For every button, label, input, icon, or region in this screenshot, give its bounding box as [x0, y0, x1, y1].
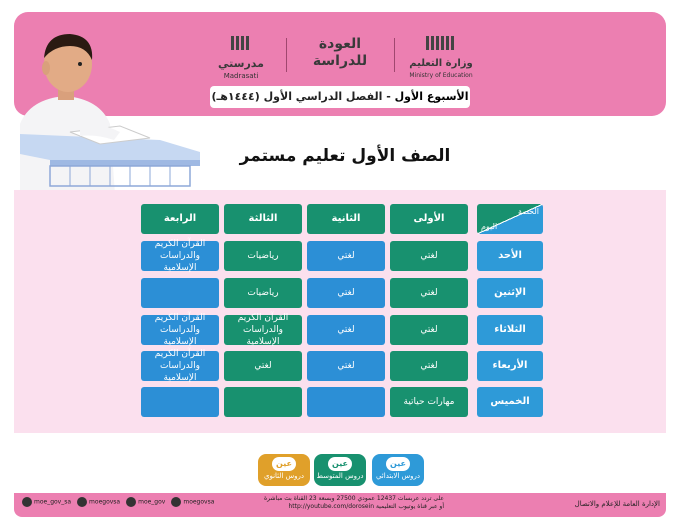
broadcast-info: على تردد عربسات 12437 عمودي 27500 وبسعة 23 القناة بث مباشرة أو عبر قناة يوتيوب التعليمية http://youtube.com/dorosein [264, 495, 444, 510]
social-link[interactable] [77, 497, 120, 507]
ein-logo: عين [328, 457, 352, 471]
badge-label: دروس المتوسط [316, 472, 364, 480]
schedule-cell: لغتي [390, 241, 468, 271]
social-handle: moe_gov_sa [34, 498, 72, 506]
schedule-cell: مهارات حياتية [390, 387, 468, 417]
badge-label: دروس الثانوي [263, 472, 304, 480]
badge-label: دروس الابتدائي [375, 472, 421, 480]
schedule-cell [141, 387, 219, 417]
schedule-cell: لغتي [307, 278, 385, 308]
ein-logo: عين [272, 457, 296, 471]
week-subtitle: الأسبوع الأول - الفصل الدراسي الأول (١٤٤٤هـ) [210, 86, 470, 108]
divider [394, 38, 395, 72]
schedule-cell: لغتي [390, 351, 468, 381]
lesson-badge[interactable] [372, 454, 424, 486]
department-name: الإدارة العامة للإعلام والاتصال [574, 500, 660, 508]
ein-logo: عين [386, 457, 410, 471]
schedule-cell: رياضيات [224, 241, 302, 271]
period-header: الثانية [307, 204, 385, 234]
schedule-cell: القرآن الكريم والدراسات الإسلامية [141, 241, 219, 271]
day-header: الإثنين [477, 278, 543, 308]
schedule-cell: القرآن الكريم والدراسات الإسلامية [224, 315, 302, 345]
schedule-cell: لغتي [224, 351, 302, 381]
day-header: الخميس [477, 387, 543, 417]
day-header: الأحد [477, 241, 543, 271]
ministry-logo: وزارة التعليم Ministry of Education [406, 36, 476, 76]
schedule-cell: رياضيات [224, 278, 302, 308]
schedule-cell: القرآن الكريم والدراسات الإسلامية [141, 315, 219, 345]
lesson-badge[interactable] [258, 454, 310, 486]
twitter-icon [22, 497, 32, 507]
madrasati-emblem-icon [231, 36, 251, 50]
social-handle: moegovsa [183, 498, 215, 506]
lesson-badge[interactable] [314, 454, 366, 486]
ministry-emblem-icon [426, 36, 456, 50]
schedule-cell: لغتي [307, 351, 385, 381]
back-to-school-logo: العودة للدراسة [312, 36, 368, 69]
page-title: الصف الأول تعليم مستمر [239, 146, 451, 166]
schedule-cell: لغتي [307, 315, 385, 345]
table-corner-cell: الحصة اليوم [477, 204, 543, 234]
period-header: الثالثة [224, 204, 302, 234]
schedule-cell: لغتي [307, 241, 385, 271]
facebook-icon [126, 497, 136, 507]
social-link[interactable] [126, 497, 165, 507]
footer-bar [14, 493, 666, 517]
instagram-icon [77, 497, 87, 507]
period-header: الأولى [390, 204, 468, 234]
day-header: الأربعاء [477, 351, 543, 381]
social-links [22, 497, 214, 507]
madrasati-logo: مدرستي Madrasati [206, 36, 276, 76]
day-header: الثلاثاء [477, 315, 543, 345]
period-header: الرابعة [141, 204, 219, 234]
social-handle: moe_gov [138, 498, 166, 506]
divider [286, 38, 287, 72]
schedule-cell: لغتي [390, 315, 468, 345]
schedule-cell [141, 278, 219, 308]
social-link[interactable] [171, 497, 214, 507]
student-illustration [10, 14, 210, 194]
schedule-cell [224, 387, 302, 417]
social-link[interactable] [22, 497, 71, 507]
snapchat-icon [171, 497, 181, 507]
schedule-cell: لغتي [390, 278, 468, 308]
schedule-cell [307, 387, 385, 417]
social-handle: moegovsa [89, 498, 121, 506]
schedule-cell: القرآن الكريم والدراسات الإسلامية [141, 351, 219, 381]
